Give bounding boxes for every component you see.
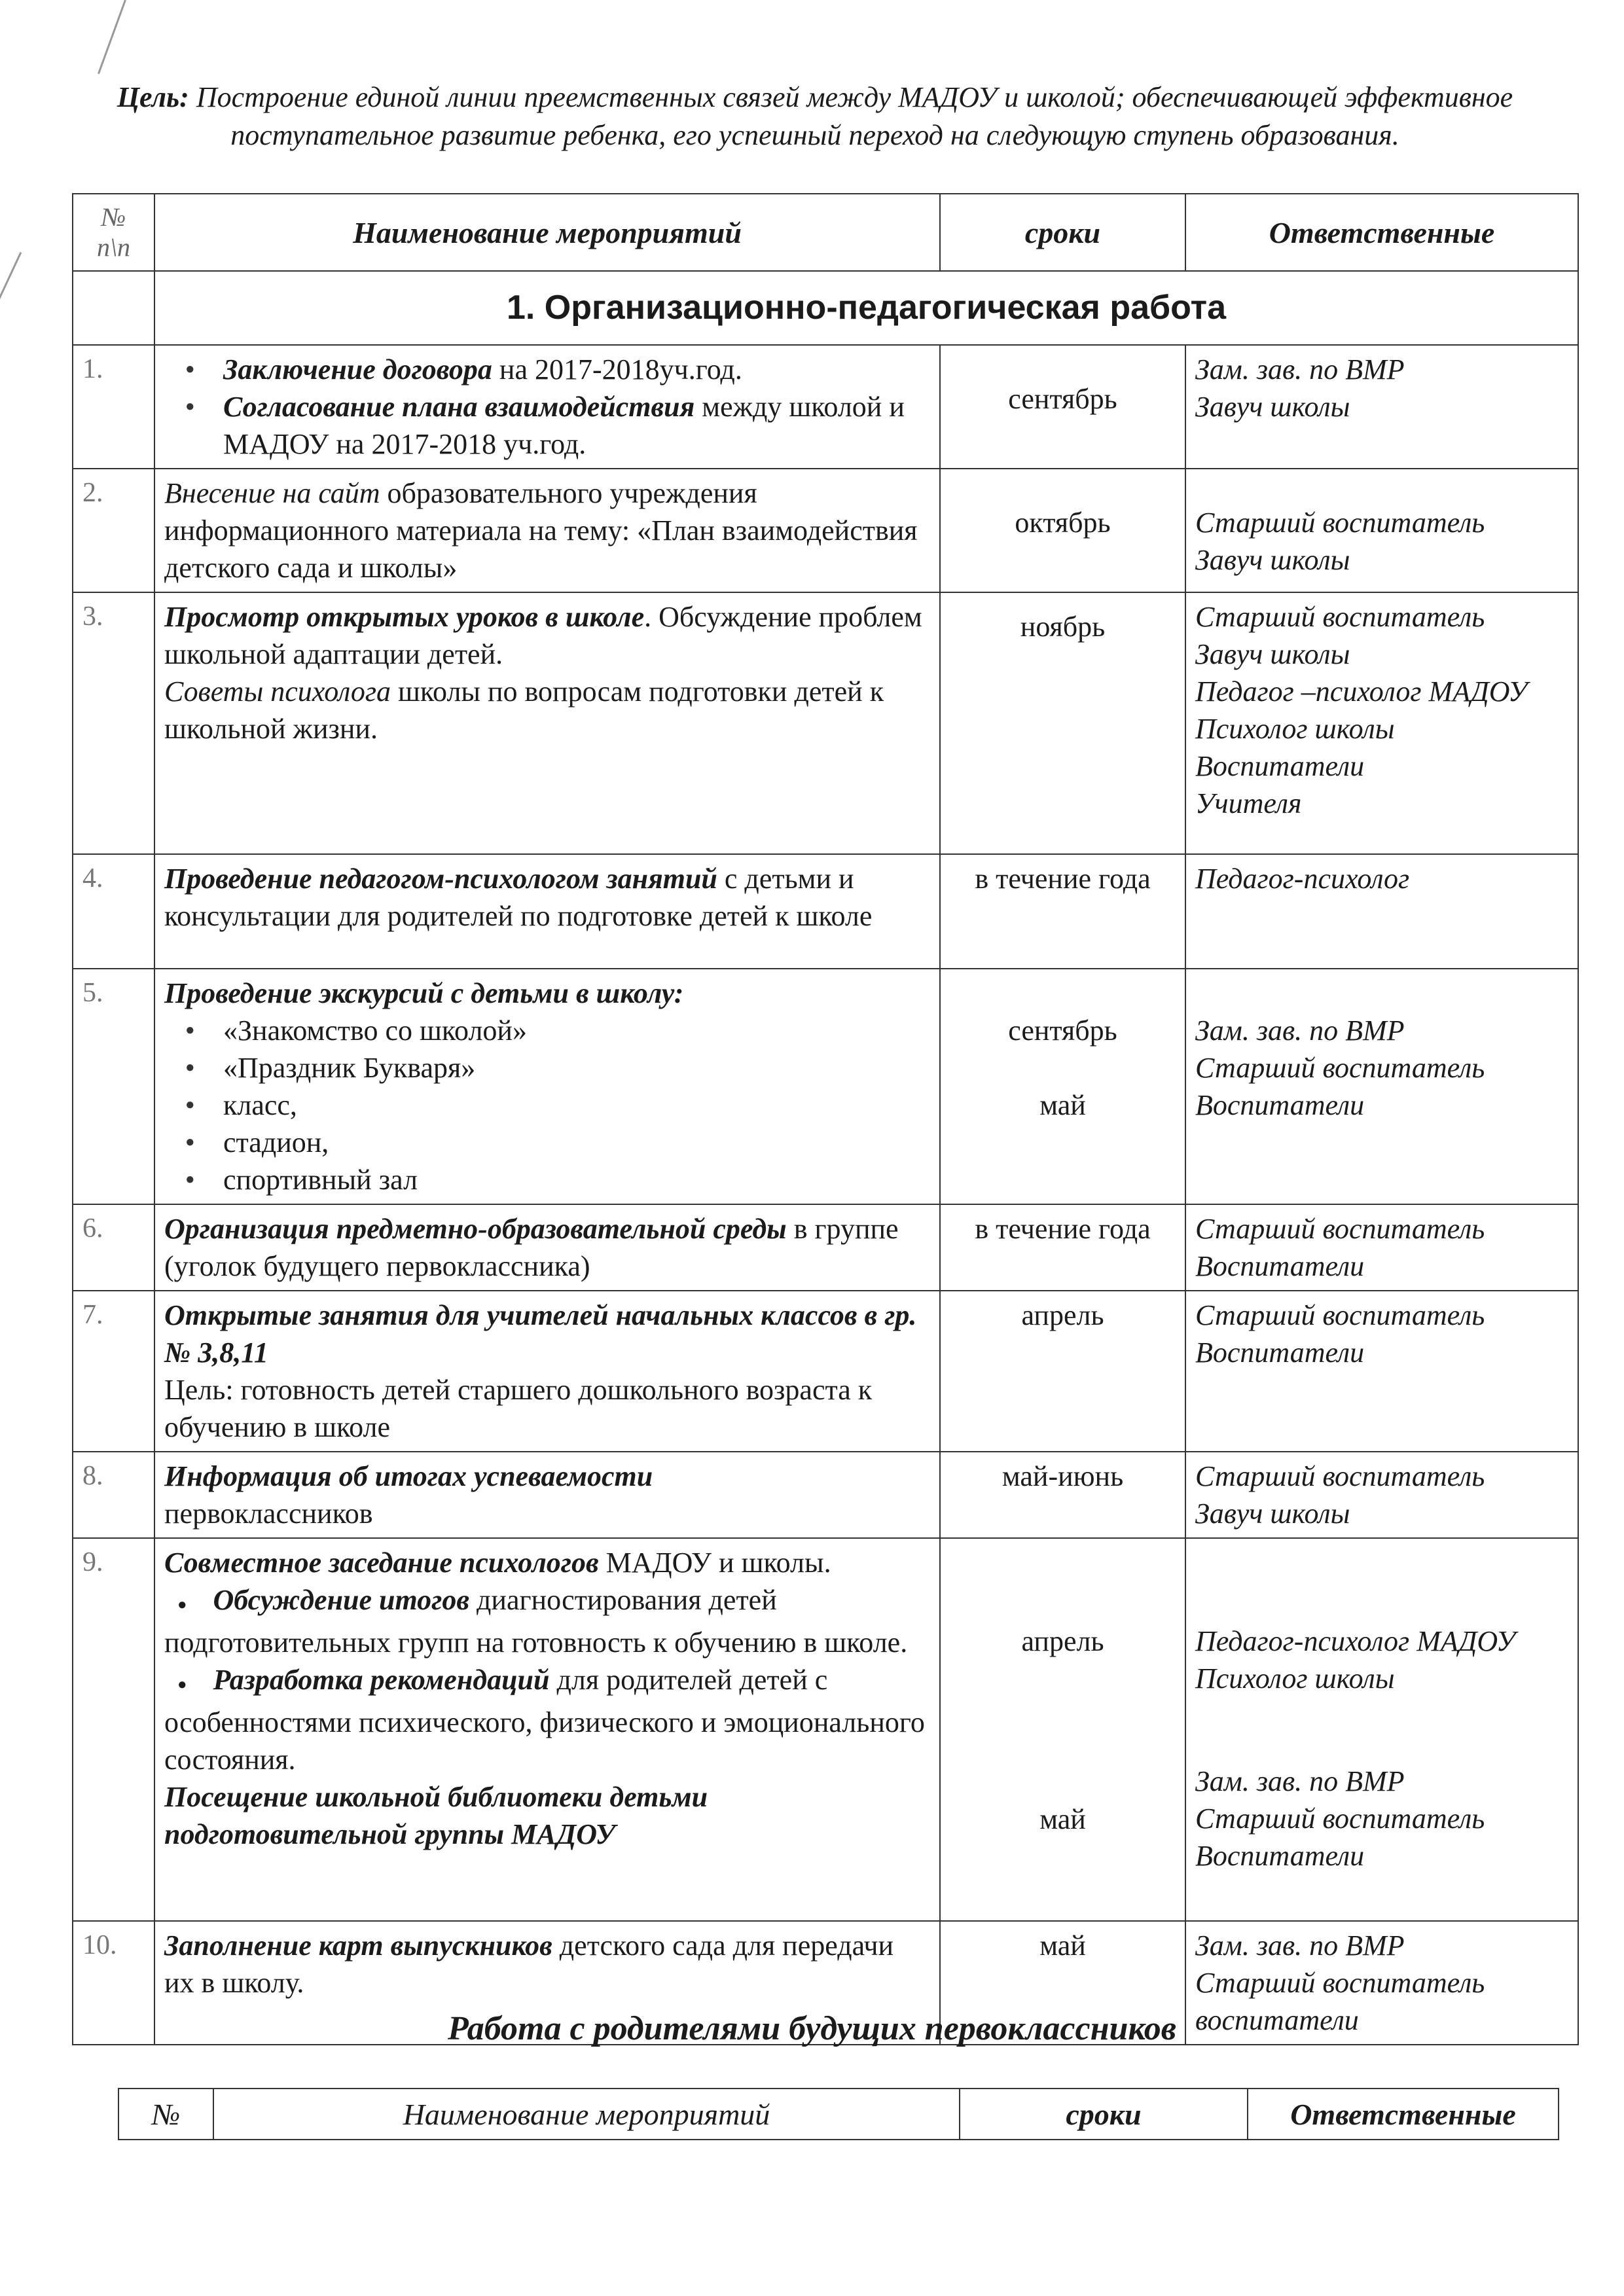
table-row	[73, 1452, 1578, 1538]
row-term: май	[940, 1921, 1185, 2045]
section-2-title: Работа с родителями будущих первоклассников	[448, 2010, 1176, 2047]
parents-table	[118, 2088, 1559, 2140]
row-event	[154, 592, 940, 854]
responsible-line: воспитатели	[1195, 2004, 1359, 2036]
event-text: школы по вопросам подготовки детей к школьной жизни.	[164, 675, 884, 745]
row-term: апрель	[940, 1291, 1185, 1452]
responsible-line: Психолог школы	[1195, 1662, 1395, 1695]
responsible-line: Старший воспитатель	[1195, 601, 1485, 633]
row-term: май-июнь	[940, 1452, 1185, 1538]
row-term: в течение года	[940, 1204, 1185, 1291]
responsible-line: Воспитатели	[1195, 1250, 1365, 1282]
event-text: для родителей детей с особенностями психического, физического и эмоционального состояния.	[164, 1664, 925, 1776]
goal-paragraph	[111, 79, 1519, 154]
table-row	[73, 345, 1578, 469]
row-number: 10.	[73, 1921, 154, 2045]
header-term: сроки	[960, 2089, 1248, 2140]
row-term: в течение года	[940, 854, 1185, 969]
row-number: 9.	[73, 1538, 154, 1921]
event-keyword: Внесение на сайт	[164, 477, 380, 509]
row-number: 4.	[73, 854, 154, 969]
bullet-item: ● спортивный зал	[223, 1161, 930, 1198]
responsible-line: Завуч школы	[1195, 1498, 1350, 1530]
row-responsible	[1185, 1291, 1578, 1452]
event-keyword: Советы психолога	[164, 675, 391, 708]
header-responsible: Ответственные	[1185, 194, 1578, 271]
row-number: 7.	[73, 1291, 154, 1452]
event-keyword: Просмотр открытых уроков в школе	[164, 601, 645, 633]
event-bullets	[164, 351, 930, 463]
bullet-item	[223, 351, 930, 388]
bullet-item	[223, 388, 930, 463]
header-name: Наименование мероприятий	[213, 2089, 960, 2140]
table-row	[73, 1291, 1578, 1452]
responsible-line: Воспитатели	[1195, 1089, 1365, 1121]
term-text: октябрь	[1015, 507, 1111, 539]
event-keyword: Согласование плана взаимодействия	[223, 391, 695, 423]
row-responsible	[1185, 469, 1578, 592]
bullet-item: ● класс,	[223, 1086, 930, 1124]
responsible-line: Педагог-психолог	[1195, 863, 1410, 895]
table-row	[73, 1204, 1578, 1291]
event-keyword: Проведение экскурсий с детьми в школу:	[164, 977, 684, 1009]
event-text: первоклассников	[164, 1498, 373, 1530]
term-text: сентябрь	[1008, 1014, 1117, 1047]
row-responsible	[1185, 345, 1578, 469]
responsible-line: Завуч школы	[1195, 544, 1350, 576]
event-keyword: Открытые занятия для учителей начальных классов в гр. № 3,8,11	[164, 1299, 917, 1369]
goal-text: Построение единой линии преемственных связей между МАДОУ и школой; обеспечивающей эффективное поступательное развитие ребенка, его успешный переход на следующую ступень образования.	[196, 81, 1513, 151]
row-number: 2.	[73, 469, 154, 592]
row-event	[154, 854, 940, 969]
responsible-line: Воспитатели	[1195, 750, 1365, 782]
row-number: 3.	[73, 592, 154, 854]
term-text: сентябрь	[1008, 383, 1117, 415]
section-row	[73, 271, 1578, 345]
term-text: ноябрь	[1020, 611, 1106, 643]
table-row	[73, 592, 1578, 854]
events-table	[72, 193, 1579, 2045]
event-text: между школой и МАДОУ на 2017-2018 уч.год.	[223, 391, 905, 460]
row-responsible	[1185, 854, 1578, 969]
responsible-line: Зам. зав. по ВМР	[1195, 1765, 1405, 1797]
row-responsible	[1185, 969, 1578, 1204]
event-text: с детьми и консультации для родителей по подготовке детей к школе	[164, 863, 873, 932]
row-event	[154, 1452, 940, 1538]
row-event	[154, 1538, 940, 1921]
event-text: детского сада для передачи их в школу.	[164, 1929, 894, 1999]
row-responsible	[1185, 1452, 1578, 1538]
responsible-line: Воспитатели	[1195, 1840, 1365, 1872]
table-row	[73, 969, 1578, 1204]
row-responsible	[1185, 1204, 1578, 1291]
event-keyword: Посещение школьной библиотеки детьми подготовительной группы МАДОУ	[164, 1781, 708, 1850]
responsible-line: Завуч школы	[1195, 638, 1350, 670]
row-event	[154, 345, 940, 469]
section-title: 1. Организационно-педагогическая работа	[154, 271, 1578, 345]
responsible-line: Старший воспитатель	[1195, 1213, 1485, 1245]
row-number: 5.	[73, 969, 154, 1204]
row-event	[154, 1204, 940, 1291]
event-text: Цель: готовность детей старшего дошкольного возраста к обучению в школе	[164, 1374, 873, 1443]
event-text: в группе (уголок будущего первоклассника)	[164, 1213, 899, 1282]
table-row	[73, 854, 1578, 969]
header-responsible: Ответственные	[1248, 2089, 1559, 2140]
responsible-line: Старший воспитатель	[1195, 1803, 1485, 1835]
responsible-line: Старший воспитатель	[1195, 1299, 1485, 1331]
responsible-line: Старший воспитатель	[1195, 1460, 1485, 1492]
responsible-line: Психолог школы	[1195, 713, 1395, 745]
event-text: МАДОУ и школы.	[598, 1547, 831, 1579]
row-responsible	[1185, 1538, 1578, 1921]
bullet-dot: ●	[177, 1676, 187, 1693]
event-text: . Обсуждение проблем школьной адаптации детей.	[164, 601, 922, 670]
header-number: № п\п	[73, 194, 154, 271]
event-keyword: Разработка рекомендаций	[213, 1664, 550, 1696]
table-header-row	[73, 194, 1578, 271]
row-number: 8.	[73, 1452, 154, 1538]
responsible-line: Зам. зав. по ВМР	[1195, 353, 1405, 386]
bullet-dot: ●	[177, 1596, 187, 1613]
event-bullets	[164, 1012, 930, 1198]
table-row	[73, 469, 1578, 592]
term-text: май	[1039, 1089, 1086, 1121]
event-text: диагностирования детей подготовительных групп на готовность к обучению в школе.	[164, 1584, 908, 1659]
row-term	[940, 969, 1185, 1204]
scan-edge-mark	[98, 0, 126, 74]
responsible-line: Учителя	[1195, 787, 1302, 819]
header-number: №	[118, 2089, 213, 2140]
bullet-item: ● стадион,	[223, 1124, 930, 1161]
responsible-line: Старший воспитатель	[1195, 1052, 1485, 1084]
header-term: сроки	[940, 194, 1185, 271]
event-keyword: Организация предметно-образовательной среды	[164, 1213, 787, 1245]
table-row	[73, 1538, 1578, 1921]
section-empty-cell	[73, 271, 154, 345]
event-keyword: Заполнение карт выпускников	[164, 1929, 552, 1962]
responsible-line: Старший воспитатель	[1195, 1967, 1485, 1999]
row-number: 6.	[73, 1204, 154, 1291]
responsible-line: Завуч школы	[1195, 391, 1350, 423]
responsible-line: Педагог-психолог МАДОУ	[1195, 1625, 1516, 1657]
term-text: май	[1039, 1803, 1086, 1835]
responsible-line: Воспитатели	[1195, 1336, 1365, 1369]
event-text: на 2017-2018уч.год.	[492, 353, 742, 386]
row-event	[154, 1291, 940, 1452]
event-keyword: Обсуждение итогов	[213, 1584, 470, 1616]
responsible-line: Зам. зав. по ВМР	[1195, 1014, 1405, 1047]
event-text: образовательного учреждения информационного материала на тему: «План взаимодействия детского сада и школы»	[164, 477, 918, 584]
scan-edge-mark	[0, 252, 22, 324]
row-event	[154, 469, 940, 592]
responsible-line: Старший воспитатель	[1195, 507, 1485, 539]
term-text: апрель	[1021, 1625, 1104, 1657]
row-responsible	[1185, 592, 1578, 854]
responsible-line: Зам. зав. по ВМР	[1195, 1929, 1405, 1962]
row-term	[940, 1538, 1185, 1921]
header-name: Наименование мероприятий	[154, 194, 940, 271]
row-term	[940, 469, 1185, 592]
goal-label: Цель:	[117, 81, 189, 113]
row-number: 1.	[73, 345, 154, 469]
bullet-item: ● «Знакомство со школой»	[223, 1012, 930, 1049]
bullet-item: ● «Праздник Букваря»	[223, 1049, 930, 1086]
row-term	[940, 345, 1185, 469]
event-keyword: Заключение договора	[223, 353, 492, 386]
event-keyword: Информация об итогах успеваемости	[164, 1460, 653, 1492]
row-event	[154, 969, 940, 1204]
event-keyword: Проведение педагогом-психологом занятий	[164, 863, 717, 895]
responsible-line: Педагог –психолог МАДОУ	[1195, 675, 1528, 708]
table-header-row	[118, 2089, 1559, 2140]
event-keyword: Совместное заседание психологов	[164, 1547, 599, 1579]
row-term	[940, 592, 1185, 854]
